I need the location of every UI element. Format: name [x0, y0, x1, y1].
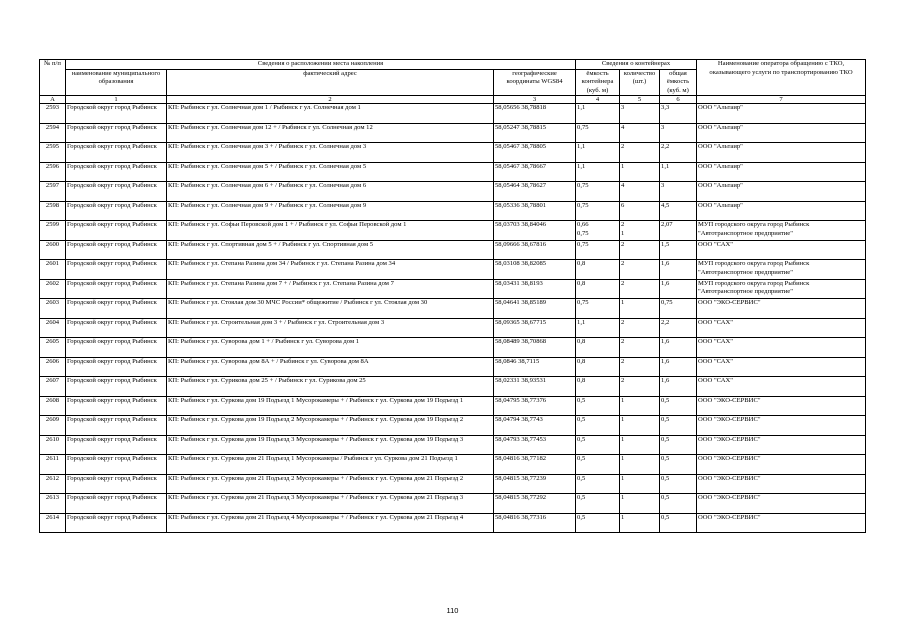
coordinates-cell: 58,05656 38,78818	[494, 104, 576, 124]
operator-cell: ООО "Альтаир"	[697, 182, 866, 202]
address-header: фактический адрес	[167, 69, 494, 96]
operator-cell: МУП городского округа город Рыбинск "Автотранспортное предприятие"	[697, 279, 866, 299]
table-row	[40, 474, 866, 494]
quantity-cell: 1	[620, 396, 660, 416]
row-number-cell: 2596	[40, 162, 66, 182]
coords-header: географические координаты WGS84	[494, 69, 576, 96]
quantity-cell: 2	[620, 279, 660, 299]
coordinates-cell: 58,03431 38,8193	[494, 279, 576, 299]
quantity-cell: 3	[620, 104, 660, 124]
table-row	[40, 299, 866, 319]
coordinates-cell: 58,08489 38,70868	[494, 338, 576, 358]
total-capacity-cell: 2,07	[660, 221, 697, 241]
coordinates-cell: 58,05336 38,78801	[494, 201, 576, 221]
quantity-cell: 2 1	[620, 221, 660, 241]
capacity-cell: 1,1	[576, 318, 620, 338]
total-capacity-cell: 2,2	[660, 143, 697, 163]
total-capacity-cell: 1,6	[660, 338, 697, 358]
quantity-cell: 1	[620, 416, 660, 436]
address-cell: КП: Рыбинск г ул. Суркова дом 21 Подъезд 1 Мусорокамеры / Рыбинск г ул. Суркова дом 21 Подъезд 1	[167, 455, 494, 475]
address-cell: КП: Рыбинск г ул. Софьи Перовской дом 1 + / Рыбинск г ул. Софьи Перовской дом 1	[167, 221, 494, 241]
capacity-cell: 0,8	[576, 338, 620, 358]
municipality-cell: Городской округ город Рыбинск	[66, 396, 167, 416]
total-capacity-cell: 0,5	[660, 494, 697, 514]
municipality-cell: Городской округ город Рыбинск	[66, 416, 167, 436]
municipality-cell: Городской округ город Рыбинск	[66, 182, 167, 202]
municipality-cell: Городской округ город Рыбинск	[66, 221, 167, 241]
row-number-cell: 2597	[40, 182, 66, 202]
address-cell: КП: Рыбинск г ул. Суркова дом 21 Подъезд 3 Мусорокамеры + / Рыбинск г ул. Суркова дом 21 Подъезд 3	[167, 494, 494, 514]
municipality-cell: Городской округ город Рыбинск	[66, 279, 167, 299]
address-cell: КП: Рыбинск г ул. Стоялая дом 30 МЧС России* общежитие / Рыбинск г ул. Стоялая дом 30	[167, 299, 494, 319]
municipality-cell: Городской округ город Рыбинск	[66, 162, 167, 182]
address-cell: КП: Рыбинск г ул. Суркова дом 19 Подъезд 2 Мусорокамеры + / Рыбинск г ул. Суркова дом 19 Подъезд 2	[167, 416, 494, 436]
total-capacity-cell: 1,5	[660, 240, 697, 260]
municipality-cell: Городской округ город Рыбинск	[66, 123, 167, 143]
table-row	[40, 396, 866, 416]
row-number-cell: 2613	[40, 494, 66, 514]
municipality-cell: Городской округ город Рыбинск	[66, 474, 167, 494]
quantity-cell: 2	[620, 357, 660, 377]
total-capacity-cell: 1,6	[660, 357, 697, 377]
row-number-cell: 2604	[40, 318, 66, 338]
address-cell: КП: Рыбинск г ул. Сурикова дом 25 + / Рыбинск г ул. Сурикова дом 25	[167, 377, 494, 397]
quantity-cell: 2	[620, 260, 660, 280]
row-number-cell: 2607	[40, 377, 66, 397]
quantity-cell: 2	[620, 240, 660, 260]
containers-group-header: Сведения о контейнерах	[576, 60, 697, 70]
table-row	[40, 494, 866, 514]
municipality-cell: Городской округ город Рыбинск	[66, 143, 167, 163]
address-cell: КП: Рыбинск г ул. Суворова дом 1 + / Рыбинск г ул. Суворова дом 1	[167, 338, 494, 358]
operator-cell: ООО "САХ"	[697, 357, 866, 377]
table-row	[40, 435, 866, 455]
address-cell: КП: Рыбинск г ул. Солнечная дом 6 + / Рыбинск г ул. Солнечная дом 6	[167, 182, 494, 202]
capacity-cell: 0,8	[576, 279, 620, 299]
row-number-cell: 2599	[40, 221, 66, 241]
table-row	[40, 455, 866, 475]
table-row	[40, 338, 866, 358]
coordinates-cell: 58,04816 38,77316	[494, 513, 576, 533]
capacity-cell: 0,75	[576, 240, 620, 260]
row-number-cell: 2602	[40, 279, 66, 299]
table-row	[40, 318, 866, 338]
total-capacity-cell: 4,5	[660, 201, 697, 221]
address-cell: КП: Рыбинск г ул. Суворова дом 8А + / Рыбинск г ул. Суворова дом 8А	[167, 357, 494, 377]
operator-cell: ООО "Альтаир"	[697, 201, 866, 221]
operator-cell: ООО "ЭКО-СЕРВИС"	[697, 435, 866, 455]
operator-cell: ООО "Альтаир"	[697, 104, 866, 124]
column-index: 7	[697, 96, 866, 104]
operator-header: Наименование оператора обращению с ТКО, оказывающего услуги по транспортированию ТКО	[697, 60, 866, 96]
column-index: 3	[494, 96, 576, 104]
address-cell: КП: Рыбинск г ул. Суркова дом 21 Подъезд 4 Мусорокамеры + / Рыбинск г ул. Суркова дом 21 Подъезд 4	[167, 513, 494, 533]
row-number-cell: 2606	[40, 357, 66, 377]
row-number-cell: 2605	[40, 338, 66, 358]
municipality-cell: Городской округ город Рыбинск	[66, 377, 167, 397]
address-cell: КП: Рыбинск г ул. Солнечная дом 9 + / Рыбинск г ул. Солнечная дом 9	[167, 201, 494, 221]
column-index: 4	[576, 96, 620, 104]
capacity-cell: 0,8	[576, 260, 620, 280]
row-number-cell: 2612	[40, 474, 66, 494]
quantity-cell: 1	[620, 494, 660, 514]
quantity-cell: 2	[620, 143, 660, 163]
municipality-cell: Городской округ город Рыбинск	[66, 104, 167, 124]
capacity-cell: 0,5	[576, 513, 620, 533]
column-index: 6	[660, 96, 697, 104]
waste-sites-table	[39, 59, 866, 533]
table-row	[40, 357, 866, 377]
total-capacity-cell: 0,5	[660, 396, 697, 416]
capacity-cell: 0,75	[576, 123, 620, 143]
capacity-cell: 1,1	[576, 143, 620, 163]
row-number-cell: 2609	[40, 416, 66, 436]
operator-cell: МУП городского округа город Рыбинск "Автотранспортное предприятие"	[697, 260, 866, 280]
municipality-cell: Городской округ город Рыбинск	[66, 357, 167, 377]
capacity-cell: 0,5	[576, 474, 620, 494]
table-row	[40, 377, 866, 397]
operator-cell: ООО "Альтаир"	[697, 162, 866, 182]
total-capacity-cell: 0,5	[660, 455, 697, 475]
coordinates-cell: 58,04816 38,77182	[494, 455, 576, 475]
coordinates-cell: 58,05467 38,78667	[494, 162, 576, 182]
table-row	[40, 162, 866, 182]
operator-cell: ООО "Альтаир"	[697, 123, 866, 143]
address-cell: КП: Рыбинск г ул. Суркова дом 19 Подъезд 1 Мусорокамеры + / Рыбинск г ул. Суркова дом 19 Подъезд 1	[167, 396, 494, 416]
coordinates-cell: 58,05467 38,78805	[494, 143, 576, 163]
quantity-cell: 4	[620, 123, 660, 143]
total-capacity-cell: 0,75	[660, 299, 697, 319]
row-number-cell: 2601	[40, 260, 66, 280]
total-capacity-cell: 1,1	[660, 162, 697, 182]
column-index: А	[40, 96, 66, 104]
table-row	[40, 104, 866, 124]
capacity-cell: 0,8	[576, 357, 620, 377]
total-capacity-cell: 3	[660, 182, 697, 202]
operator-cell: ООО "ЭКО-СЕРВИС"	[697, 455, 866, 475]
capacity-cell: 0,66 0,75	[576, 221, 620, 241]
municipality-cell: Городской округ город Рыбинск	[66, 513, 167, 533]
table-row	[40, 260, 866, 280]
column-index: 5	[620, 96, 660, 104]
capacity-cell: 0,5	[576, 455, 620, 475]
table-row	[40, 143, 866, 163]
total-capacity-cell: 3	[660, 123, 697, 143]
row-number-cell: 2608	[40, 396, 66, 416]
table-row	[40, 279, 866, 299]
capacity-cell: 0,5	[576, 396, 620, 416]
coordinates-cell: 58,04815 38,77292	[494, 494, 576, 514]
municipality-cell: Городской округ город Рыбинск	[66, 201, 167, 221]
total-capacity-cell: 1,6	[660, 377, 697, 397]
quantity-cell: 2	[620, 377, 660, 397]
quantity-cell: 6	[620, 201, 660, 221]
operator-cell: ООО "ЭКО-СЕРВИС"	[697, 299, 866, 319]
total-capacity-cell: 1,6	[660, 279, 697, 299]
quantity-cell: 1	[620, 299, 660, 319]
address-cell: КП: Рыбинск г ул. Солнечная дом 5 + / Рыбинск г ул. Солнечная дом 5	[167, 162, 494, 182]
quantity-cell: 1	[620, 513, 660, 533]
row-number-cell: 2598	[40, 201, 66, 221]
coordinates-cell: 58,0846 38,7115	[494, 357, 576, 377]
table-body	[40, 104, 866, 533]
row-number-cell: 2614	[40, 513, 66, 533]
address-cell: КП: Рыбинск г ул. Суркова дом 19 Подъезд 3 Мусорокамеры + / Рыбинск г ул. Суркова дом 19 Подъезд 3	[167, 435, 494, 455]
capacity-cell: 0,8	[576, 377, 620, 397]
total-capacity-cell: 2,2	[660, 318, 697, 338]
table-row	[40, 416, 866, 436]
total-header: общая ёмкость (куб. м)	[660, 69, 697, 96]
operator-cell: ООО "Альтаир"	[697, 143, 866, 163]
col-number-header: № п/п	[40, 60, 66, 96]
address-cell: КП: Рыбинск г ул. Солнечная дом 12 + / Рыбинск г ул. Солнечная дом 12	[167, 123, 494, 143]
address-cell: КП: Рыбинск г ул. Степана Разина дом 34 / Рыбинск г ул. Степана Разина дом 34	[167, 260, 494, 280]
coordinates-cell: 58,09365 38,67715	[494, 318, 576, 338]
operator-cell: МУП городского округа город Рыбинск "Автотранспортное предприятие"	[697, 221, 866, 241]
capacity-cell: 0,75	[576, 299, 620, 319]
total-capacity-cell: 1,6	[660, 260, 697, 280]
total-capacity-cell: 3,3	[660, 104, 697, 124]
capacity-cell: 1,1	[576, 104, 620, 124]
total-capacity-cell: 0,5	[660, 513, 697, 533]
total-capacity-cell: 0,5	[660, 416, 697, 436]
column-index-row	[40, 96, 866, 104]
operator-cell: ООО "ЭКО-СЕРВИС"	[697, 513, 866, 533]
operator-cell: ООО "ЭКО-СЕРВИС"	[697, 494, 866, 514]
quantity-cell: 1	[620, 474, 660, 494]
operator-cell: ООО "САХ"	[697, 377, 866, 397]
operator-cell: ООО "САХ"	[697, 338, 866, 358]
capacity-cell: 0,5	[576, 494, 620, 514]
quantity-cell: 2	[620, 338, 660, 358]
address-cell: КП: Рыбинск г ул. Степана Разина дом 7 + / Рыбинск г ул. Степана Разина дом 7	[167, 279, 494, 299]
row-number-cell: 2611	[40, 455, 66, 475]
capacity-header: ёмкость контейнера (куб. м)	[576, 69, 620, 96]
coordinates-cell: 58,02331 38,93531	[494, 377, 576, 397]
capacity-cell: 0,5	[576, 435, 620, 455]
address-cell: КП: Рыбинск г ул. Солнечная дом 3 + / Рыбинск г ул. Солнечная дом 3	[167, 143, 494, 163]
municipality-cell: Городской округ город Рыбинск	[66, 318, 167, 338]
capacity-cell: 0,5	[576, 416, 620, 436]
total-capacity-cell: 0,5	[660, 474, 697, 494]
table-row	[40, 123, 866, 143]
municipality-cell: Городской округ город Рыбинск	[66, 494, 167, 514]
quantity-cell: 1	[620, 455, 660, 475]
coordinates-cell: 58,03108 38,82085	[494, 260, 576, 280]
municipality-cell: Городской округ город Рыбинск	[66, 435, 167, 455]
table-row	[40, 221, 866, 241]
table-row	[40, 201, 866, 221]
coordinates-cell: 58,04795 38,77376	[494, 396, 576, 416]
coordinates-cell: 58,04794 38,7743	[494, 416, 576, 436]
coordinates-cell: 58,03703 38,84046	[494, 221, 576, 241]
page-number: 110	[446, 606, 459, 615]
row-number-cell: 2603	[40, 299, 66, 319]
municipality-cell: Городской округ город Рыбинск	[66, 455, 167, 475]
table-row	[40, 240, 866, 260]
total-capacity-cell: 0,5	[660, 435, 697, 455]
column-index: 2	[167, 96, 494, 104]
quantity-cell: 2	[620, 318, 660, 338]
municipality-cell: Городской округ город Рыбинск	[66, 299, 167, 319]
coordinates-cell: 58,04793 38,77453	[494, 435, 576, 455]
row-number-cell: 2594	[40, 123, 66, 143]
table-row	[40, 513, 866, 533]
operator-cell: ООО "САХ"	[697, 240, 866, 260]
capacity-cell: 0,75	[576, 182, 620, 202]
quantity-cell: 1	[620, 435, 660, 455]
municipality-cell: Городской округ город Рыбинск	[66, 338, 167, 358]
quantity-header: количество (шт.)	[620, 69, 660, 96]
quantity-cell: 4	[620, 182, 660, 202]
column-index: 1	[66, 96, 167, 104]
capacity-cell: 0,75	[576, 201, 620, 221]
coordinates-cell: 58,04641 38,85189	[494, 299, 576, 319]
address-cell: КП: Рыбинск г ул. Суркова дом 21 Подъезд 2 Мусорокамеры + / Рыбинск г ул. Суркова дом 21 Подъезд 2	[167, 474, 494, 494]
row-number-cell: 2593	[40, 104, 66, 124]
municipality-cell: Городской округ город Рыбинск	[66, 240, 167, 260]
operator-cell: ООО "САХ"	[697, 318, 866, 338]
municipality-cell: Городской округ город Рыбинск	[66, 260, 167, 280]
table-row	[40, 182, 866, 202]
coordinates-cell: 58,04815 38,77239	[494, 474, 576, 494]
capacity-cell: 1,1	[576, 162, 620, 182]
operator-cell: ООО "ЭКО-СЕРВИС"	[697, 396, 866, 416]
address-cell: КП: Рыбинск г ул. Солнечная дом 1 / Рыбинск г ул. Солнечная дом 1	[167, 104, 494, 124]
row-number-cell: 2595	[40, 143, 66, 163]
row-number-cell: 2600	[40, 240, 66, 260]
location-group-header: Сведения о расположении места накопления	[66, 60, 576, 70]
coordinates-cell: 58,09666 38,67816	[494, 240, 576, 260]
quantity-cell: 1	[620, 162, 660, 182]
row-number-cell: 2610	[40, 435, 66, 455]
coordinates-cell: 58,05247 38,78815	[494, 123, 576, 143]
operator-cell: ООО "ЭКО-СЕРВИС"	[697, 416, 866, 436]
operator-cell: ООО "ЭКО-СЕРВИС"	[697, 474, 866, 494]
municipality-header: наименование муниципального образования	[66, 69, 167, 96]
coordinates-cell: 58,05464 38,78627	[494, 182, 576, 202]
address-cell: КП: Рыбинск г ул. Спортивная дом 5 + / Рыбинск г ул. Спортивная дом 5	[167, 240, 494, 260]
address-cell: КП: Рыбинск г ул. Строительная дом 3 + / Рыбинск г ул. Строительная дом 3	[167, 318, 494, 338]
